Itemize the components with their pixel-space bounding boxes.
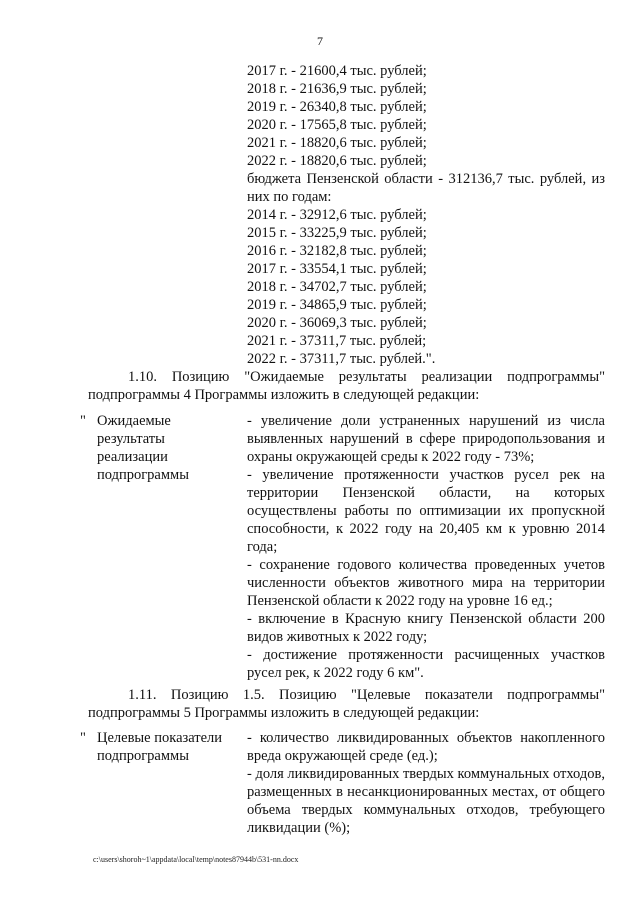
- finance-line: 2020 г. - 17565,8 тыс. рублей;: [247, 117, 427, 133]
- expected-results-table: [80, 412, 610, 681]
- target-indicators-label: Целевые показатели подпрограммы: [97, 730, 223, 764]
- target-indicators-table: [80, 729, 610, 839]
- regional-line: 2020 г. - 36069,3 тыс. рублей;: [247, 315, 427, 331]
- result-item: - включение в Красную книгу Пензенской области 200 видов животных к 2022 году;: [247, 611, 605, 645]
- regional-line: 2021 г. - 37311,7 тыс. рублей;: [247, 333, 427, 349]
- regional-line: 2019 г. - 34865,9 тыс. рублей;: [247, 297, 427, 313]
- finance-line: 2017 г. - 21600,4 тыс. рублей;: [247, 63, 427, 79]
- regional-line: 2022 г. - 37311,7 тыс. рублей.".: [247, 351, 436, 367]
- finance-line: 2019 г. - 26340,8 тыс. рублей;: [247, 99, 427, 115]
- regional-line: 2018 г. - 34702,7 тыс. рублей;: [247, 279, 427, 295]
- footer-file-path: c:\users\shoroh~1\appdata\local\temp\notes87944b\531-nn.docx: [93, 855, 299, 864]
- finance-line: 2021 г. - 18820,6 тыс. рублей;: [247, 135, 427, 151]
- section-1-11-paragraph: [88, 686, 605, 722]
- section-1-10-paragraph: [88, 368, 605, 404]
- result-item: - сохранение годового количества проведенных учетов численности объектов животного мира на территории Пензенской области к 2022 году на уровне 16 ед.;: [247, 557, 605, 609]
- expected-results-label: Ожидаемые результаты реализации подпрограммы: [97, 413, 189, 483]
- regional-line: 2017 г. - 33554,1 тыс. рублей;: [247, 261, 427, 277]
- finance-line: 2022 г. - 18820,6 тыс. рублей;: [247, 153, 427, 169]
- result-item: - увеличение доли устраненных нарушений из числа выявленных нарушений в сфере природопользования и охраны окружающей среды к 2022 году - 73%;: [247, 413, 605, 465]
- result-item: - увеличение протяженности участков русел рек на территории Пензенской области, на которых осуществлены работы по оптимизации их пропускной способности, к 2022 году на 20,405 км к уровню 2014 года;: [247, 467, 605, 555]
- opening-quote: ": [80, 730, 86, 746]
- regional-line: 2015 г. - 33225,9 тыс. рублей;: [247, 225, 427, 241]
- regional-line: 2014 г. - 32912,6 тыс. рублей;: [247, 207, 427, 223]
- financing-block: [247, 62, 605, 368]
- section-1-11-text: 1.11. Позицию 1.5. Позицию "Целевые показатели подпрограммы" подпрограммы 5 Программы изложить в следующей редакции:: [88, 687, 605, 721]
- finance-line: 2018 г. - 21636,9 тыс. рублей;: [247, 81, 427, 97]
- opening-quote: ": [80, 413, 86, 429]
- indicator-item: - доля ликвидированных твердых коммунальных отходов, размещенных в несанкционированных местах, от общего объема твердых коммунальных отходов, требующего ликвидации (%);: [247, 766, 605, 836]
- expected-results-list: [247, 412, 605, 682]
- section-1-10-text: 1.10. Позицию "Ожидаемые результаты реализации подпрограммы" подпрограммы 4 Программы изложить в следующей редакции:: [88, 369, 605, 403]
- page-number: 7: [317, 34, 323, 48]
- regional-line: 2016 г. - 32182,8 тыс. рублей;: [247, 243, 427, 259]
- result-item: - достижение протяженности расчищенных участков русел рек, к 2022 году 6 км".: [247, 647, 605, 681]
- target-indicators-list: [247, 729, 605, 837]
- indicator-item: - количество ликвидированных объектов накопленного вреда окружающей среде (ед.);: [247, 730, 605, 764]
- regional-budget-line: бюджета Пензенской области - 312136,7 тыс. рублей, из них по годам:: [247, 171, 605, 205]
